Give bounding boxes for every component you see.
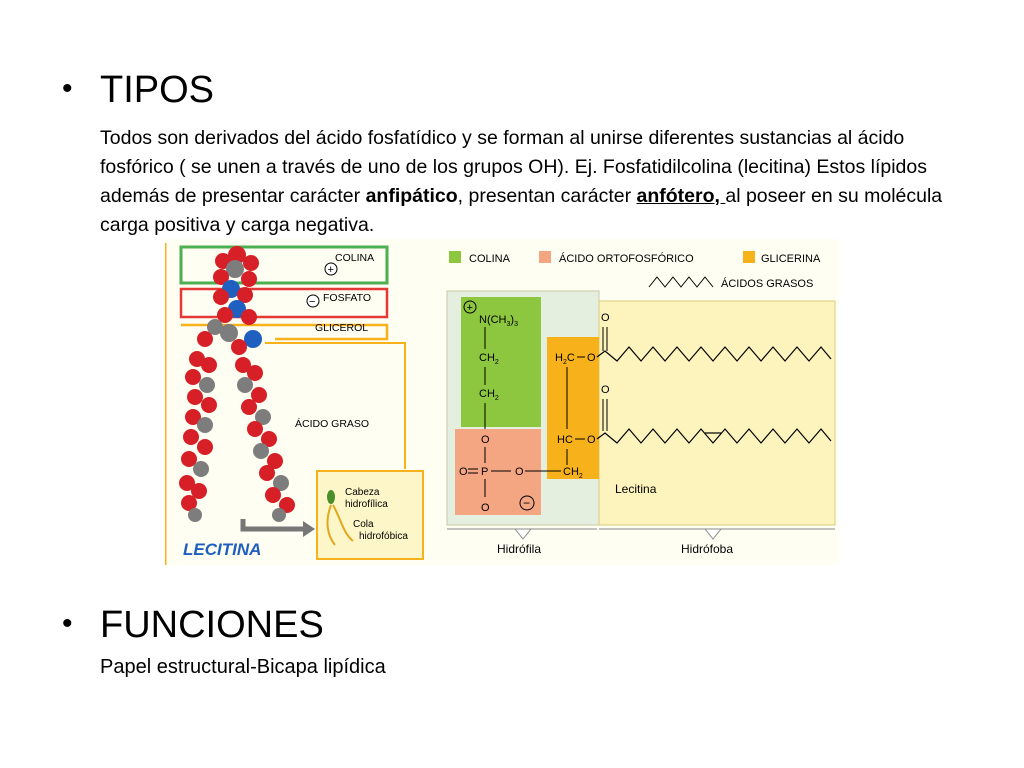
label-acido-graso: ÁCIDO GRASO [295, 418, 370, 430]
legend-acidos-grasos: ÁCIDOS GRASOS [721, 278, 814, 290]
struct-h2c-o: O [587, 352, 596, 364]
minus-sign: − [309, 296, 316, 308]
heading-funciones: FUNCIONES [100, 604, 324, 646]
inset-cabeza: Cabeza [345, 487, 380, 498]
para-bold-anfotero: anfótero, [636, 185, 726, 207]
struct-lecitina-label: Lecitina [615, 482, 657, 496]
legend-glicerina: GLICERINA [761, 253, 821, 265]
legend-fosforico: ÁCIDO ORTOFOSFÓRICO [559, 253, 694, 265]
funciones-subtext: Papel estructural-Bicapa lipídica [100, 656, 386, 678]
inset-cola: Cola [353, 519, 374, 530]
struct-ch2-a: $CH_2$ [479, 352, 499, 366]
legend-colina: COLINA [469, 253, 510, 265]
struct-ch2-b: $CH_2$ [479, 388, 499, 402]
struct-h2c: $H_2C$ [555, 352, 575, 366]
struct-o-left: O [459, 466, 468, 478]
struct-ch2-c: $CH_2$ [563, 466, 583, 480]
struct-hc: HC [557, 434, 573, 446]
bullet-funciones: • [62, 607, 73, 640]
label-glicerol: GLICEROL [315, 322, 369, 334]
inset-box [317, 471, 423, 559]
struct-o-bottom: O [481, 502, 490, 514]
struct-p: P [481, 466, 489, 478]
para-text-1: Todos son derivados del ácido fosfatídico y se forman al unirse diferentes sustancias al ácido fosfórico ( se unen a través de uno de los grupos OH). Ej. Fosfatidilcolina (lecitina) Estos lípidos además de presentar carácter [100, 127, 927, 207]
para-bold-anfipatico: anfipático [365, 185, 458, 207]
legend-glicerina-swatch [743, 251, 755, 263]
para-text-2: , presentan carácter [457, 185, 637, 207]
bullet-tipos: • [62, 72, 73, 105]
struct-plus: + [466, 302, 473, 314]
paragraph-tipos [100, 124, 980, 240]
heading-tipos: TIPOS [100, 69, 215, 111]
label-hidrofila: Hidrófila [497, 542, 542, 556]
para-text-3: al poseer en su molécula carga positiva y carga negativa. [100, 185, 943, 236]
label-colina: COLINA [335, 252, 375, 264]
inset-hidrofilica: hidrofílica [345, 499, 388, 510]
legend-fosforico-swatch [539, 251, 551, 263]
lecitina-figure [165, 239, 839, 565]
struct-nch3: $N(CH_3)_3$ [479, 314, 518, 328]
inset-hidrofobica: hidrofóbica [359, 531, 408, 542]
head-shape [327, 490, 335, 504]
lecitina-title: LECITINA [183, 540, 262, 559]
struct-o-top: O [481, 434, 490, 446]
label-fosfato: FOSFATO [323, 292, 372, 304]
struct-o-right: O [515, 466, 524, 478]
legend-colina-swatch [449, 251, 461, 263]
label-hidrofoba: Hidrófoba [681, 542, 734, 556]
carbonyl-o-1: O [601, 312, 610, 324]
carbonyl-o-2: O [601, 384, 610, 396]
plus-sign: + [327, 264, 334, 276]
struct-hc-o: O [587, 434, 596, 446]
struct-minus: − [523, 496, 531, 510]
